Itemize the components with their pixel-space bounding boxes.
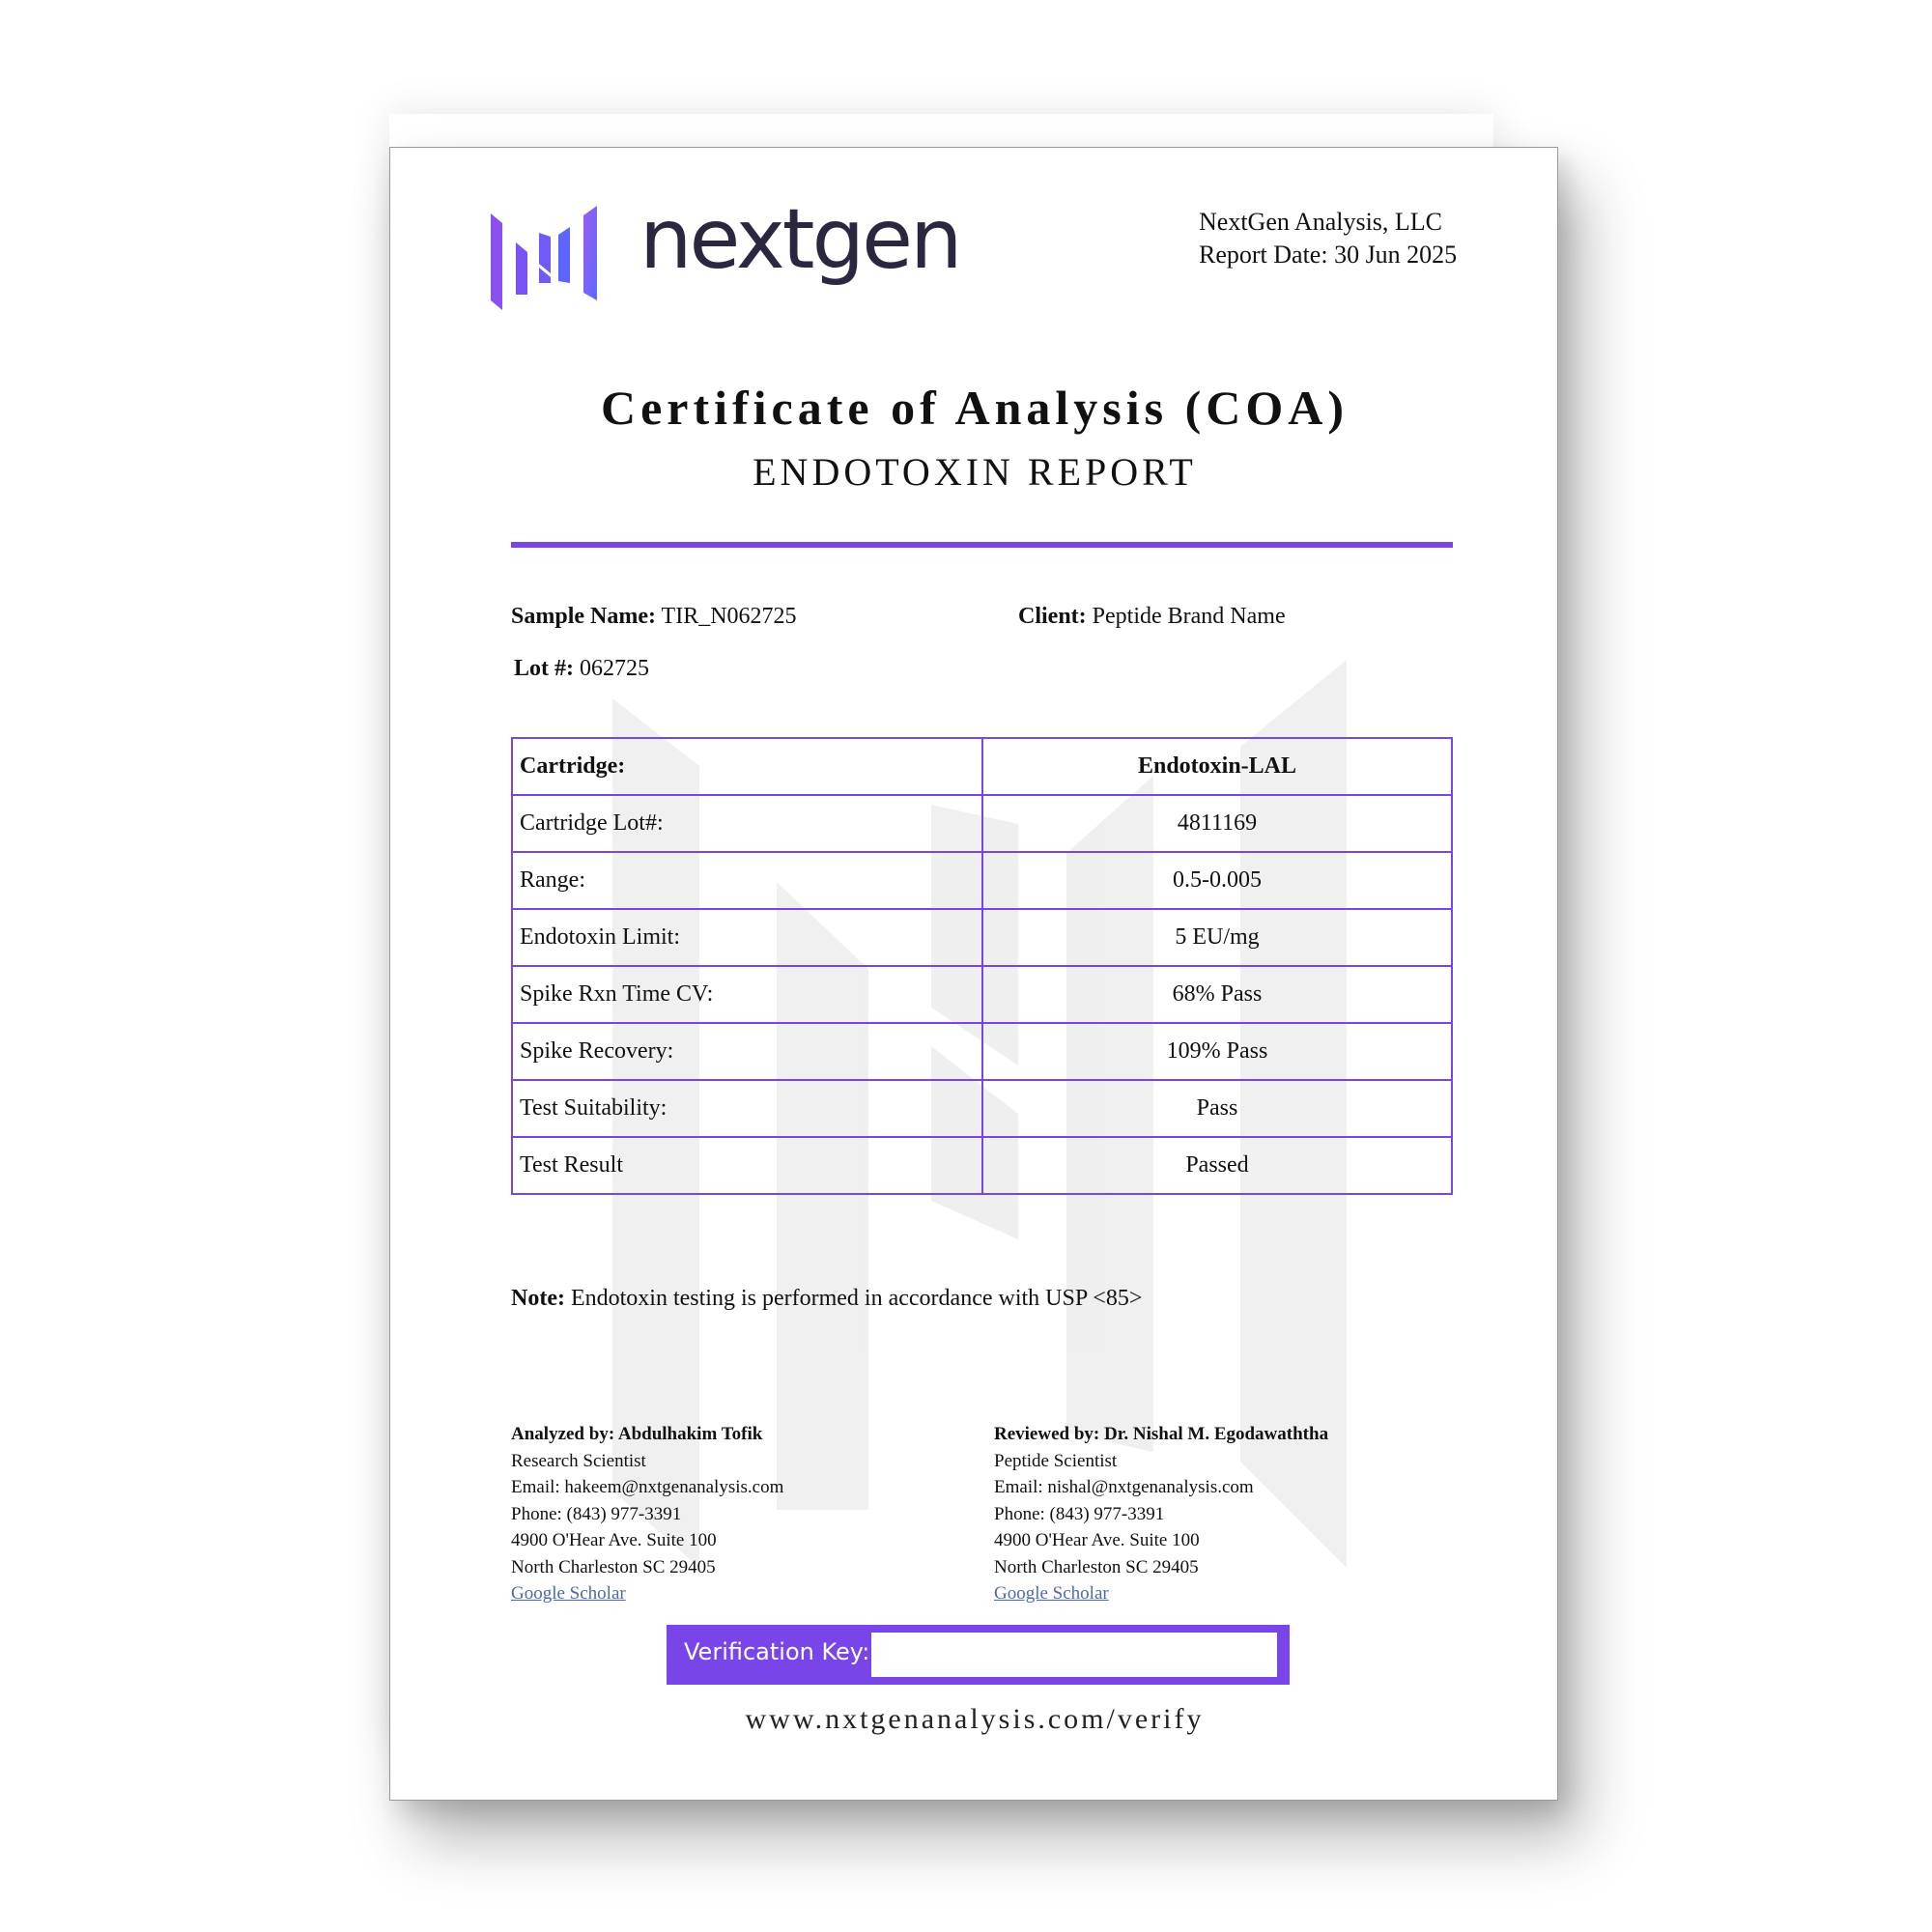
reviewer-role: Peptide Scientist	[994, 1450, 1118, 1471]
lot-value: 062725	[574, 656, 649, 681]
lot-field	[514, 656, 649, 682]
table-row	[512, 966, 1452, 1023]
row-label: Test Suitability:	[512, 1080, 982, 1137]
cartridge-label: Cartridge:	[512, 738, 982, 795]
analyst-signature	[511, 1421, 783, 1607]
row-label: Range:	[512, 852, 982, 909]
reviewer-phone: Phone: (843) 977-3391	[994, 1503, 1165, 1524]
sample-name-label: Sample Name:	[511, 604, 656, 629]
table-row	[512, 1137, 1452, 1194]
cartridge-value: Endotoxin-LAL	[982, 738, 1452, 795]
row-label: Spike Recovery:	[512, 1023, 982, 1080]
analyst-address-2: North Charleston SC 29405	[511, 1556, 716, 1577]
row-value: Passed	[982, 1137, 1452, 1194]
analyst-google-scholar-link[interactable]: Google Scholar	[511, 1583, 626, 1604]
row-label: Endotoxin Limit:	[512, 909, 982, 966]
row-value: 4811169	[982, 795, 1452, 852]
row-value: Pass	[982, 1080, 1452, 1137]
verification-label: Verification Key:	[684, 1638, 870, 1665]
certificate-page	[389, 147, 1558, 1801]
table-row	[512, 852, 1452, 909]
table-header-row	[512, 738, 1452, 795]
page-subtitle: ENDOTOXIN REPORT	[753, 450, 1197, 494]
reviewer-name: Reviewed by: Dr. Nishal M. Egodawaththa	[994, 1424, 1329, 1444]
row-label: Spike Rxn Time CV:	[512, 966, 982, 1023]
page-title: Certificate of Analysis (COA)	[600, 381, 1350, 435]
client-value: Peptide Brand Name	[1086, 604, 1286, 629]
table-row	[512, 1023, 1452, 1080]
row-value: 109% Pass	[982, 1023, 1452, 1080]
note-label: Note:	[511, 1286, 565, 1311]
verification-key-input[interactable]	[871, 1633, 1277, 1677]
header-divider	[511, 542, 1453, 548]
table-row	[512, 1080, 1452, 1137]
reviewer-signature	[994, 1421, 1328, 1607]
reviewer-google-scholar-link[interactable]: Google Scholar	[994, 1583, 1109, 1604]
analyst-role: Research Scientist	[511, 1450, 646, 1471]
report-date: Report Date: 30 Jun 2025	[1199, 241, 1458, 269]
verification-box	[667, 1625, 1290, 1685]
reviewer-email: Email: nishal@nxtgenanalysis.com	[994, 1477, 1254, 1497]
analyst-address-1: 4900 O'Hear Ave. Suite 100	[511, 1530, 717, 1550]
note-text: Endotoxin testing is performed in accordance with USP <85>	[564, 1286, 1143, 1311]
row-value: 0.5-0.005	[982, 852, 1452, 909]
row-value: 68% Pass	[982, 966, 1452, 1023]
analyst-name: Analyzed by: Abdulhakim Tofik	[511, 1424, 763, 1444]
company-name: NextGen Analysis, LLC	[1199, 208, 1443, 236]
reviewer-address-1: 4900 O'Hear Ave. Suite 100	[994, 1530, 1200, 1550]
reviewer-address-2: North Charleston SC 29405	[994, 1556, 1199, 1577]
client-field	[1018, 604, 1286, 630]
row-label: Cartridge Lot#:	[512, 795, 982, 852]
table-row	[512, 795, 1452, 852]
row-value: 5 EU/mg	[982, 909, 1452, 966]
sample-name-value: TIR_N062725	[655, 604, 797, 629]
note	[511, 1286, 1142, 1312]
brand-name: nextgen	[639, 191, 960, 288]
analyst-email: Email: hakeem@nxtgenanalysis.com	[511, 1477, 784, 1497]
row-label: Test Result	[512, 1137, 982, 1194]
table-row	[512, 909, 1452, 966]
analyst-phone: Phone: (843) 977-3391	[511, 1503, 682, 1524]
client-label: Client:	[1018, 604, 1087, 629]
results-table	[511, 737, 1453, 1195]
company-info	[1199, 206, 1457, 271]
nextgen-logo-icon	[491, 206, 597, 310]
lot-label: Lot #:	[514, 656, 574, 681]
sample-name-field	[511, 604, 797, 630]
verification-url: www.nxtgenanalysis.com/verify	[745, 1703, 1205, 1735]
